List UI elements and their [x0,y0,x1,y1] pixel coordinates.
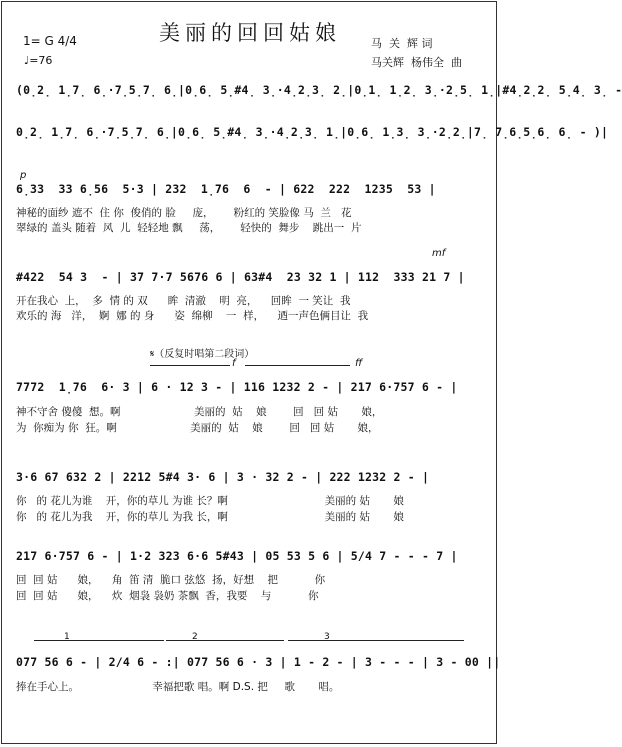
volta-2-label: 2 [192,632,198,642]
lyric-line-6a: 你 的 花儿为谁 开，你的草儿 为谁 长？啊 美丽的 姑 娘 [16,495,404,507]
notation-line-2: 0̣2̣ 1̣7̣ 6̣·7̣5̣7̣ 6̣|0̣6̣ 5̣#4̣ 3̣·4̣2̣3̣ 1̣|0̣6̣ 1̣3̣ 3̣·2̣2̣|7̣ 7̣6̣5̣6̣ 6̣ - )| [16,125,609,139]
notation-line-4: #422 54 3 - | 37 7·7 5676 6 | 63#4 23 32 1 | 112 333 21 7 | [16,270,465,284]
lyric-line-3a: 神秘的面纱 遮不 住 你 俊俏的 脸 庞， 粉红的 笑脸像 马 兰 花 [16,207,352,219]
dynamic-mf: mf [432,248,446,259]
notation-line-3: 6̣33 33 6̣56 5·3 | 232 1̣76 6 - | 622 222 1235 53 | [16,182,436,196]
crescendo-line-2 [245,365,350,366]
lyric-line-4b: 欢乐的 海 洋， 婀 娜 的 身 姿 绵柳 一 样， 迺一声色俩目让 我 [16,310,369,322]
tempo-marking: ♩=76 [24,54,53,67]
dynamic-p: p [20,170,27,181]
notation-line-8: 077 56 6 - | 2/4 6 - :| 077 56 6 · 3 | 1 - 2 - | 3 - - - | 3 - 00 || [16,655,501,669]
dynamic-ff: ff [355,358,363,369]
notation-line-1: (0̣2̣ 1̣7̣ 6̣·7̣5̣7̣ 6̣|0̣6̣ 5̣#4̣ 3̣·4̣2̣3̣ 2̣|0̣1̣ 1̣2̣ 3̣·2̣5̣ 1̣|#4̣2̣2̣ 5̣4̣ 3̣ - [16,83,622,97]
volta-3-label: 3 [324,632,330,642]
notation-line-6: 3·6 67 632 2 | 2212 5#4 3· 6 | 3 · 32 2 - | 222 1232 2 - | [16,470,430,484]
lyric-line-4a: 开在我心 上， 多 情 的 双 眸 清澈 明 亮， 回眸 一 笑让 我 [16,295,351,307]
lyric-line-6b: 你 的 花儿为我 开，你的草儿 为我 长，啊 美丽的 姑 娘 [16,511,404,523]
lyricist-credit: 马 关 辉 词 [371,37,433,50]
song-title: 美丽的回回姑娘 [159,21,341,45]
lyric-line-7a: 回 回 姑 娘， 角 笛 清 脆口 弦悠 扬，好想 把 你 [16,574,326,586]
crescendo-line [150,365,230,366]
lyric-line-5a: 神不守舍 傻傻 想。啊 美丽的 姑 娘 回 回 姑 娘， [16,406,383,418]
notation-line-7: 217 6·757 6 - | 1·2 323 6·6 5#43 | 05 53 5 6 | 5/4 7 - - - 7 | [16,549,458,563]
page-frame [1,1,497,744]
volta-1-bracket [34,640,164,641]
volta-2-bracket [166,640,284,641]
notation-line-5: 7772 1̣76 6· 3 | 6 · 12 3 - | 116 1232 2 - | 217 6·757 6 - | [16,380,458,394]
dynamic-f: f [232,358,236,369]
composer-credit: 马关辉 杨伟全 曲 [371,56,462,69]
lyric-line-7b: 回 回 姑 娘， 炊 烟袅 袅奶 茶飘 香，我要 与 你 [16,590,319,602]
lyric-line-3b: 翠绿的 盖头 随着 风 儿 轻轻地 飘 荡， 轻快的 舞步 跳出一 片 [16,222,362,234]
key-signature: 1= G 4/4 [23,34,77,48]
lyric-line-8: 捧在手心上。 幸福把歌 唱。啊 D.S. 把 歌 唱。 [16,681,340,693]
segno-note: 𝄋（反复时唱第二段词） [150,349,255,360]
volta-3-bracket [288,640,464,641]
volta-1-label: 1 [64,632,70,642]
lyric-line-5b: 为 你痴为 你 狂。啊 美丽的 姑 娘 回 回 姑 娘， [16,422,379,434]
